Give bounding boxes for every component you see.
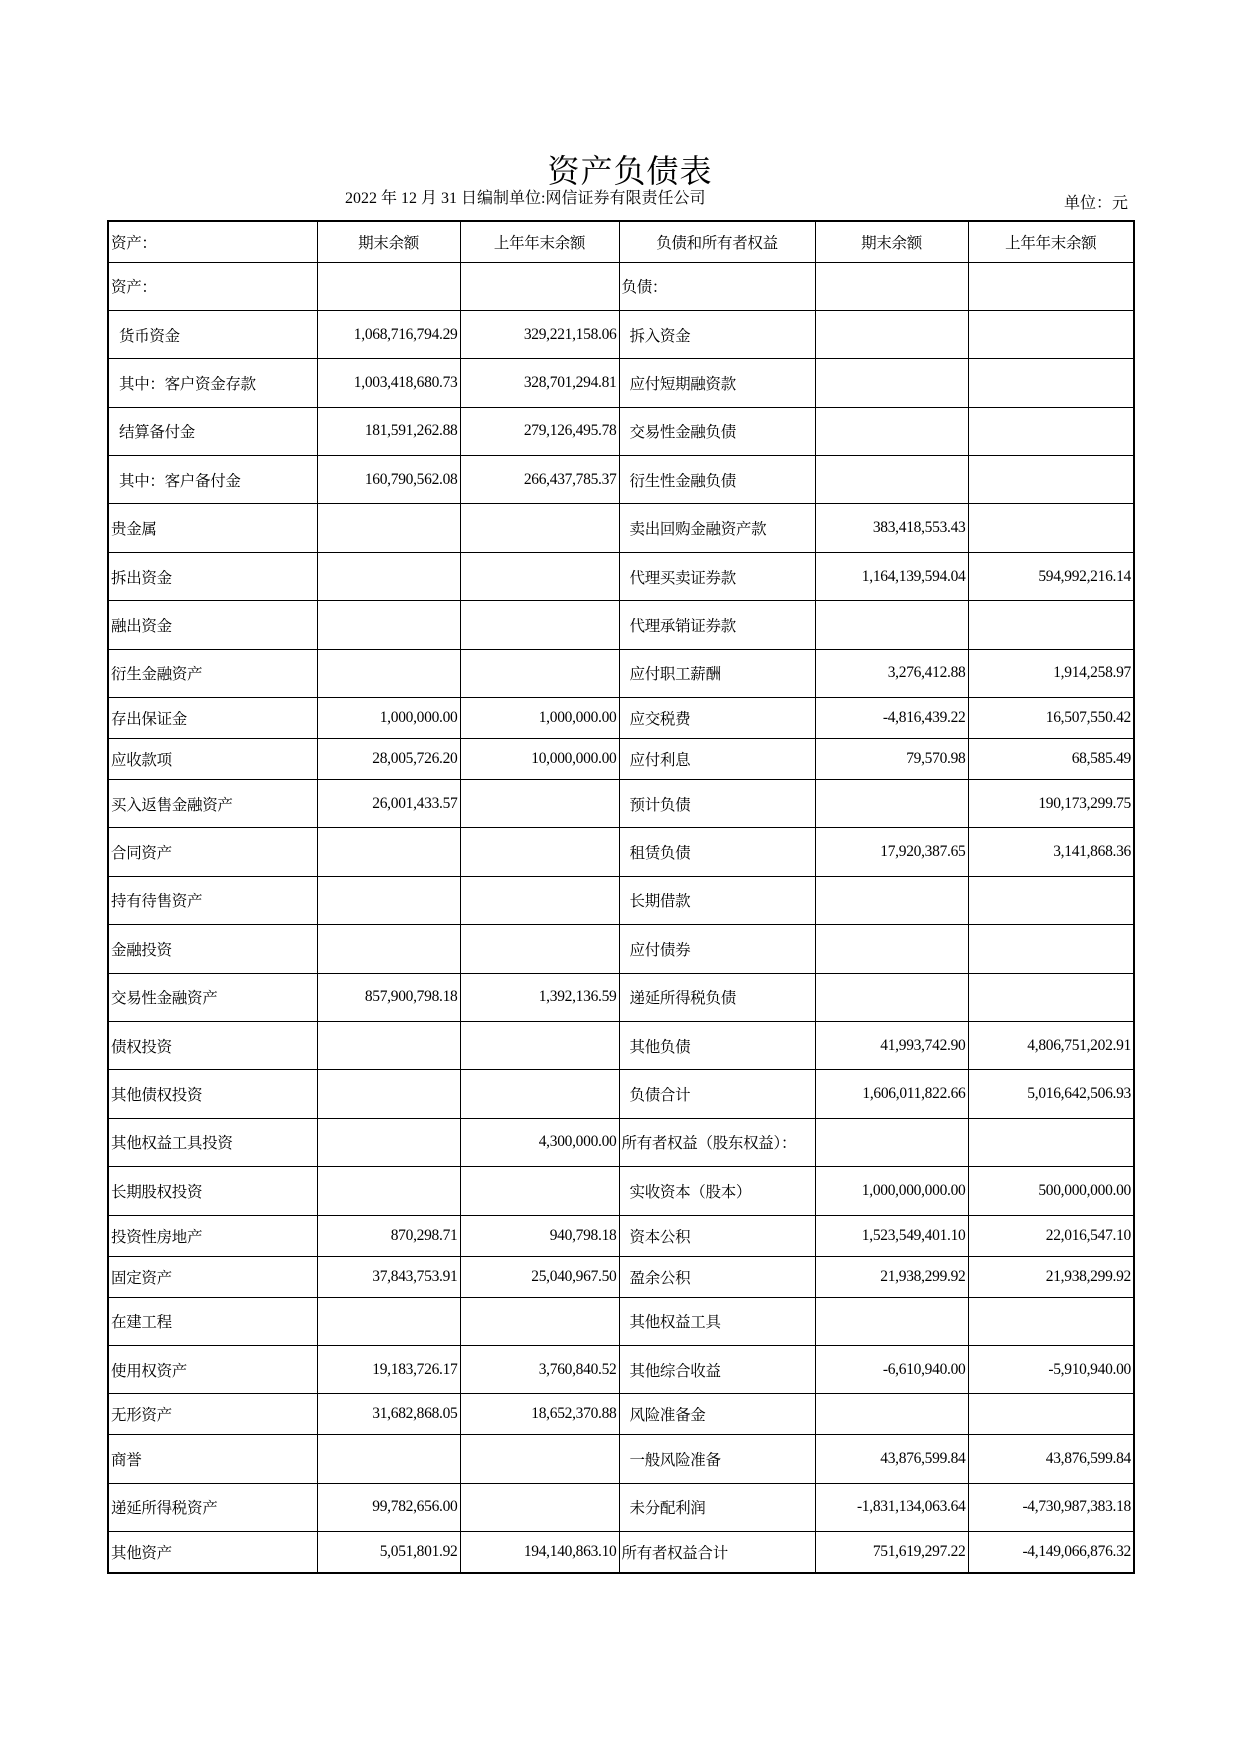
liability-period-end: -6,610,940.00 [815,1345,968,1393]
liability-label: 资本公积 [619,1215,815,1256]
liability-label: 负债： [619,262,815,310]
liability-period-end: 1,523,549,401.10 [815,1215,968,1256]
liability-period-end [815,876,968,924]
table-row [108,1256,1134,1297]
liability-label: 其他负债 [619,1021,815,1069]
liability-label: 租赁负债 [619,828,815,876]
report-subtitle: 2022 年 12 月 31 日编制单位:网信证券有限责任公司 [345,190,706,207]
asset-label: 交易性金融资产 [108,973,317,1021]
table-row [108,262,1134,310]
table-row [108,925,1134,973]
liability-label: 应交税费 [619,698,815,739]
liability-period-end: 41,993,742.90 [815,1021,968,1069]
asset-label: 债权投资 [108,1021,317,1069]
asset-prior-year-end [460,1167,619,1215]
asset-prior-year-end [460,828,619,876]
asset-label: 合同资产 [108,828,317,876]
asset-prior-year-end: 940,798.18 [460,1215,619,1256]
asset-label: 货币资金 [108,310,317,358]
asset-label: 其他债权投资 [108,1070,317,1118]
table-header-row [108,221,1134,262]
asset-label: 使用权资产 [108,1345,317,1393]
table-row [108,973,1134,1021]
liability-prior-year-end: -5,910,940.00 [968,1345,1134,1393]
liability-label: 代理承销证券款 [619,601,815,649]
table-row [108,601,1134,649]
asset-prior-year-end [460,1435,619,1483]
table-row [108,828,1134,876]
liability-prior-year-end: 68,585.49 [968,739,1134,780]
liability-prior-year-end [968,359,1134,407]
liability-prior-year-end [968,407,1134,455]
asset-label: 其他权益工具投资 [108,1118,317,1166]
liability-label: 长期借款 [619,876,815,924]
asset-prior-year-end: 279,126,495.78 [460,407,619,455]
liability-prior-year-end: 190,173,299.75 [968,780,1134,828]
asset-prior-year-end: 328,701,294.81 [460,359,619,407]
asset-prior-year-end: 4,300,000.00 [460,1118,619,1166]
asset-period-end [317,262,460,310]
liability-period-end: 1,000,000,000.00 [815,1167,968,1215]
asset-prior-year-end [460,780,619,828]
asset-label: 买入返售金融资产 [108,780,317,828]
liability-prior-year-end [968,1394,1134,1435]
asset-label: 融出资金 [108,601,317,649]
table-row [108,739,1134,780]
liability-period-end [815,407,968,455]
asset-label: 衍生金融资产 [108,649,317,697]
liability-label: 预计负债 [619,780,815,828]
asset-prior-year-end [460,1070,619,1118]
table-row [108,456,1134,504]
liability-period-end: -4,816,439.22 [815,698,968,739]
asset-period-end: 99,782,656.00 [317,1483,460,1531]
liability-label: 未分配利润 [619,1483,815,1531]
asset-period-end [317,1118,460,1166]
asset-period-end [317,1021,460,1069]
table-row [108,780,1134,828]
liability-prior-year-end [968,925,1134,973]
table-row [108,310,1134,358]
asset-label: 贵金属 [108,504,317,552]
asset-label: 无形资产 [108,1394,317,1435]
asset-period-end [317,925,460,973]
table-row [108,1532,1134,1573]
liability-prior-year-end: -4,149,066,876.32 [968,1532,1134,1573]
asset-prior-year-end: 1,392,136.59 [460,973,619,1021]
table-row [108,1167,1134,1215]
asset-label: 商誉 [108,1435,317,1483]
asset-prior-year-end: 194,140,863.10 [460,1532,619,1573]
asset-prior-year-end [460,925,619,973]
asset-label: 其他资产 [108,1532,317,1573]
liability-prior-year-end: 22,016,547.10 [968,1215,1134,1256]
table-row [108,1435,1134,1483]
asset-period-end: 31,682,868.05 [317,1394,460,1435]
asset-prior-year-end [460,262,619,310]
asset-period-end: 37,843,753.91 [317,1256,460,1297]
table-row [108,876,1134,924]
liability-label: 所有者权益合计 [619,1532,815,1573]
asset-prior-year-end [460,1021,619,1069]
liability-period-end [815,1118,968,1166]
liability-label: 卖出回购金融资产款 [619,504,815,552]
liability-prior-year-end [968,601,1134,649]
liability-label: 其他综合收益 [619,1345,815,1393]
asset-prior-year-end [460,552,619,600]
asset-label: 应收款项 [108,739,317,780]
currency-unit: 单位：元 [1063,195,1128,212]
liability-label: 应付利息 [619,739,815,780]
asset-period-end [317,552,460,600]
asset-label: 金融投资 [108,925,317,973]
asset-period-end: 26,001,433.57 [317,780,460,828]
liability-period-end: 21,938,299.92 [815,1256,968,1297]
liability-prior-year-end: -4,730,987,383.18 [968,1483,1134,1531]
asset-label: 拆出资金 [108,552,317,600]
liability-label: 盈余公积 [619,1256,815,1297]
asset-period-end: 1,068,716,794.29 [317,310,460,358]
liability-label: 应付债券 [619,925,815,973]
table-row [108,1070,1134,1118]
liability-prior-year-end: 3,141,868.36 [968,828,1134,876]
liability-label: 风险准备金 [619,1394,815,1435]
header-assets: 资产： [108,221,317,262]
header-period-end: 期末余额 [317,221,460,262]
liability-prior-year-end [968,1297,1134,1345]
asset-period-end: 1,003,418,680.73 [317,359,460,407]
asset-label: 在建工程 [108,1297,317,1345]
asset-label: 其中：客户资金存款 [108,359,317,407]
table-row [108,1345,1134,1393]
liability-label: 拆入资金 [619,310,815,358]
liability-label: 负债合计 [619,1070,815,1118]
liability-period-end [815,780,968,828]
liability-label: 实收资本（股本） [619,1167,815,1215]
table-row [108,1297,1134,1345]
asset-period-end [317,1167,460,1215]
liability-prior-year-end [968,973,1134,1021]
liability-prior-year-end: 1,914,258.97 [968,649,1134,697]
table-row [108,1021,1134,1069]
asset-label: 长期股权投资 [108,1167,317,1215]
liability-period-end [815,262,968,310]
liability-period-end: 383,418,553.43 [815,504,968,552]
liability-period-end [815,925,968,973]
table-body [108,221,1134,1573]
header-prior-year-end-2: 上年年末余额 [968,221,1134,262]
table-row [108,552,1134,600]
liability-label: 应付职工薪酬 [619,649,815,697]
asset-period-end [317,876,460,924]
asset-prior-year-end [460,504,619,552]
liability-prior-year-end [968,262,1134,310]
liability-prior-year-end: 500,000,000.00 [968,1167,1134,1215]
asset-period-end: 160,790,562.08 [317,456,460,504]
asset-label: 其中：客户备付金 [108,456,317,504]
table-row [108,649,1134,697]
liability-prior-year-end: 594,992,216.14 [968,552,1134,600]
asset-prior-year-end: 10,000,000.00 [460,739,619,780]
liability-period-end: 17,920,387.65 [815,828,968,876]
liability-prior-year-end [968,456,1134,504]
asset-label: 结算备付金 [108,407,317,455]
asset-period-end: 870,298.71 [317,1215,460,1256]
liability-prior-year-end: 43,876,599.84 [968,1435,1134,1483]
liability-prior-year-end [968,310,1134,358]
asset-prior-year-end: 18,652,370.88 [460,1394,619,1435]
liability-prior-year-end: 21,938,299.92 [968,1256,1134,1297]
table-row [108,504,1134,552]
asset-period-end [317,828,460,876]
asset-period-end: 181,591,262.88 [317,407,460,455]
asset-period-end: 5,051,801.92 [317,1532,460,1573]
liability-period-end [815,1297,968,1345]
liability-label: 所有者权益（股东权益）： [619,1118,815,1166]
liability-label: 一般风险准备 [619,1435,815,1483]
table-row [108,407,1134,455]
asset-prior-year-end: 329,221,158.06 [460,310,619,358]
asset-prior-year-end [460,601,619,649]
liability-period-end: 751,619,297.22 [815,1532,968,1573]
asset-prior-year-end: 25,040,967.50 [460,1256,619,1297]
asset-prior-year-end: 3,760,840.52 [460,1345,619,1393]
liability-prior-year-end: 16,507,550.42 [968,698,1134,739]
asset-label: 递延所得税资产 [108,1483,317,1531]
asset-label: 存出保证金 [108,698,317,739]
balance-sheet-table [107,220,1135,1574]
liability-period-end: 79,570.98 [815,739,968,780]
liability-period-end [815,359,968,407]
liability-period-end [815,1394,968,1435]
table-row [108,1483,1134,1531]
liability-period-end: -1,831,134,063.64 [815,1483,968,1531]
liability-prior-year-end: 4,806,751,202.91 [968,1021,1134,1069]
liability-period-end [815,310,968,358]
asset-period-end: 1,000,000.00 [317,698,460,739]
liability-prior-year-end: 5,016,642,506.93 [968,1070,1134,1118]
asset-label: 持有待售资产 [108,876,317,924]
asset-period-end [317,504,460,552]
liability-label: 代理买卖证券款 [619,552,815,600]
header-prior-year-end: 上年年末余额 [460,221,619,262]
liability-period-end [815,601,968,649]
asset-prior-year-end [460,1297,619,1345]
liability-label: 其他权益工具 [619,1297,815,1345]
asset-period-end: 857,900,798.18 [317,973,460,1021]
asset-prior-year-end: 1,000,000.00 [460,698,619,739]
liability-label: 交易性金融负债 [619,407,815,455]
liability-period-end: 1,606,011,822.66 [815,1070,968,1118]
table-row [108,698,1134,739]
asset-period-end [317,601,460,649]
liability-period-end: 1,164,139,594.04 [815,552,968,600]
liability-prior-year-end [968,504,1134,552]
header-period-end-2: 期末余额 [815,221,968,262]
liability-prior-year-end [968,876,1134,924]
asset-label: 投资性房地产 [108,1215,317,1256]
asset-prior-year-end: 266,437,785.37 [460,456,619,504]
asset-prior-year-end [460,649,619,697]
table-row [108,359,1134,407]
liability-label: 衍生性金融负债 [619,456,815,504]
asset-label: 资产： [108,262,317,310]
table-row [108,1215,1134,1256]
page-title: 资产负债表 [547,153,713,189]
header-liabilities-equity: 负债和所有者权益 [619,221,815,262]
liability-label: 应付短期融资款 [619,359,815,407]
asset-period-end [317,649,460,697]
liability-period-end: 3,276,412.88 [815,649,968,697]
asset-period-end: 19,183,726.17 [317,1345,460,1393]
liability-prior-year-end [968,1118,1134,1166]
liability-period-end [815,973,968,1021]
asset-period-end [317,1297,460,1345]
liability-period-end: 43,876,599.84 [815,1435,968,1483]
table-row [108,1118,1134,1166]
liability-label: 递延所得税负债 [619,973,815,1021]
asset-period-end [317,1070,460,1118]
liability-period-end [815,456,968,504]
asset-prior-year-end [460,1483,619,1531]
table-row [108,1394,1134,1435]
asset-prior-year-end [460,876,619,924]
asset-period-end: 28,005,726.20 [317,739,460,780]
asset-period-end [317,1435,460,1483]
asset-label: 固定资产 [108,1256,317,1297]
